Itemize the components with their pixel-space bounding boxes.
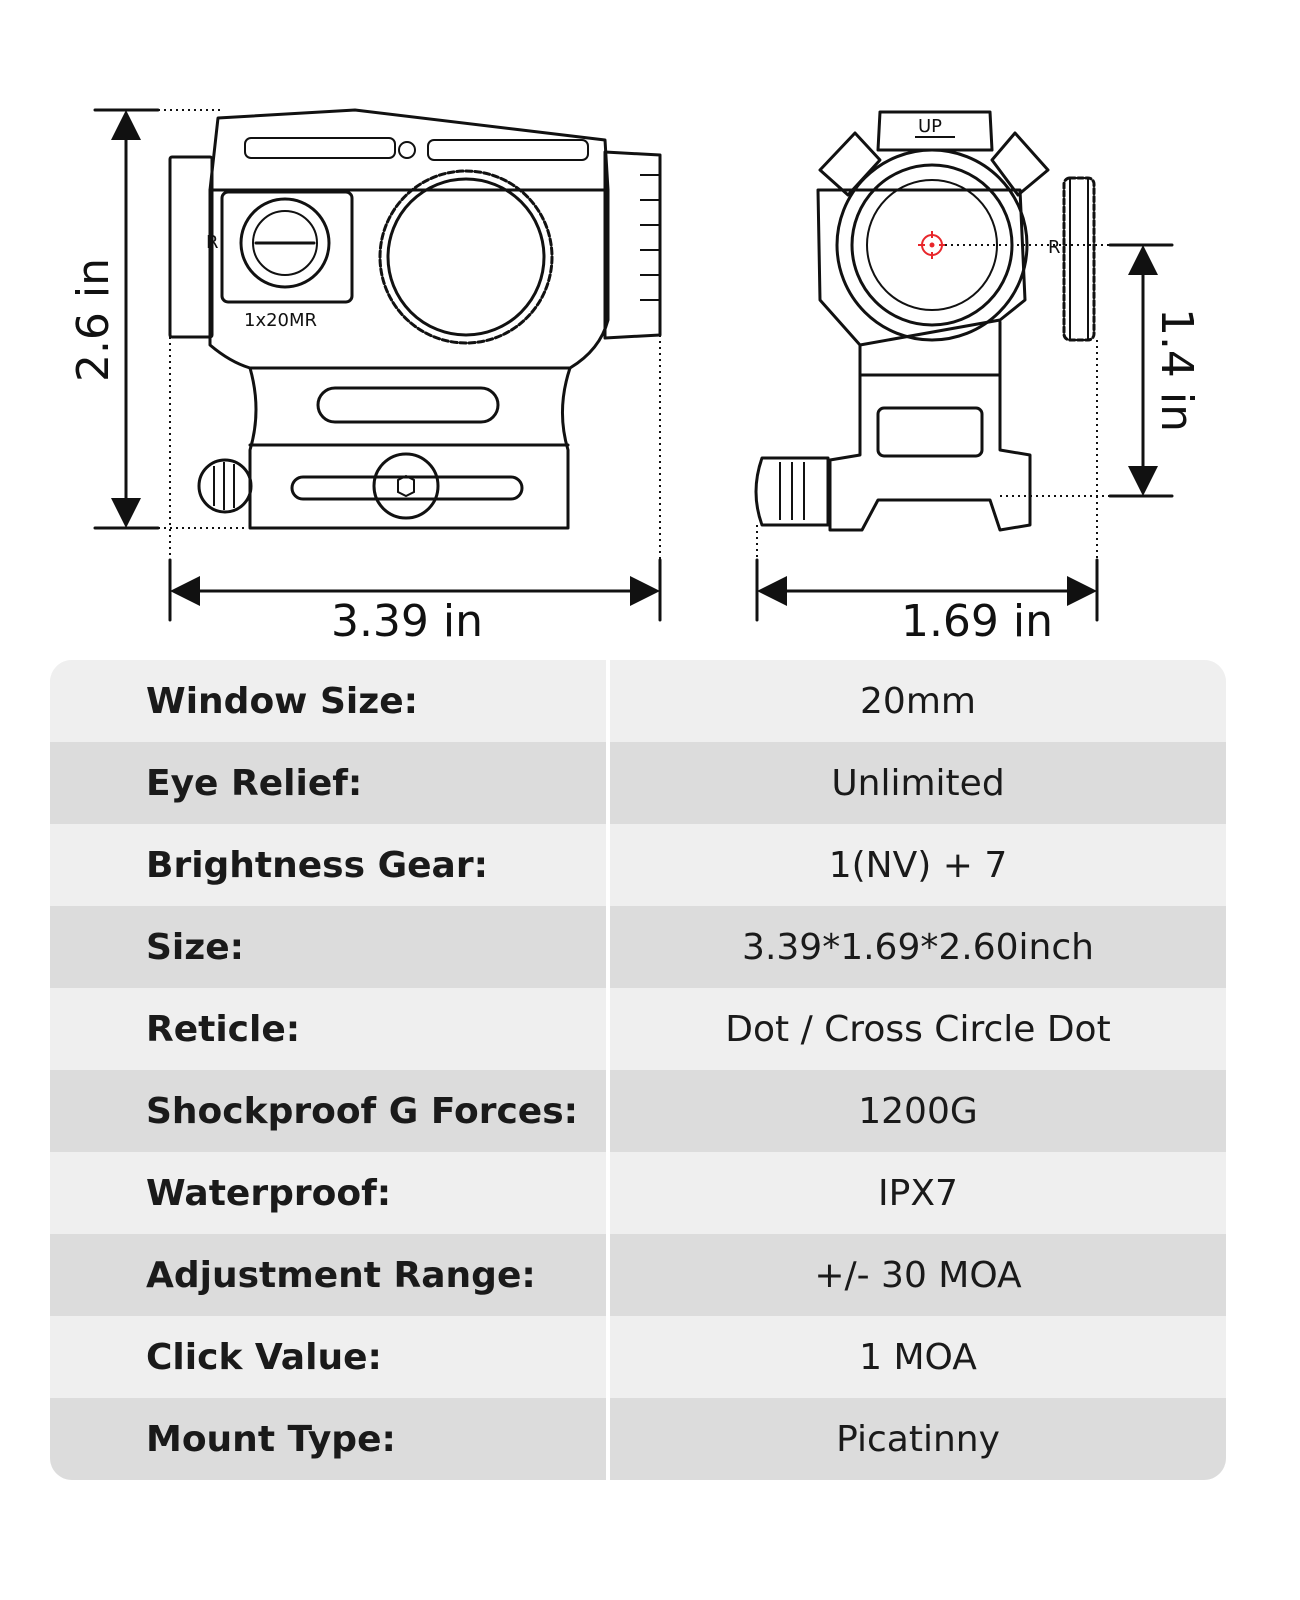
- spec-value: 1(NV) + 7: [828, 844, 1008, 886]
- width-dimension: [757, 340, 1097, 647]
- spec-label: Window Size:: [50, 660, 610, 742]
- optical-height-dimension: [945, 245, 1202, 496]
- spec-label: Waterproof:: [50, 1152, 610, 1234]
- spec-label: Adjustment Range:: [50, 1234, 610, 1316]
- spec-label: Click Value:: [50, 1316, 610, 1398]
- spec-label: Size:: [50, 906, 610, 988]
- spec-row-brightness-gear: [50, 824, 1226, 906]
- spec-row-waterproof: [50, 1152, 1226, 1234]
- spec-table: [50, 660, 1226, 1480]
- spec-row-eye-relief: [50, 742, 1226, 824]
- front-r-marking: R: [1048, 237, 1061, 258]
- up-marking: UP: [918, 116, 943, 137]
- spec-row-mount-type: [50, 1398, 1226, 1480]
- spec-row-click-value: [50, 1316, 1226, 1398]
- spec-value: 3.39*1.69*2.60inch: [742, 926, 1094, 968]
- height-label: 2.6 in: [68, 257, 119, 383]
- spec-label: Eye Relief:: [50, 742, 610, 824]
- spec-value: 20mm: [860, 680, 976, 722]
- dimension-diagram: [0, 0, 1300, 660]
- front-view-sight: [756, 112, 1094, 530]
- height-dimension: [68, 110, 245, 528]
- spec-value: 1 MOA: [859, 1336, 977, 1378]
- model-marking: 1x20MR: [244, 310, 318, 331]
- side-view-sight: [170, 110, 660, 528]
- spec-row-size: [50, 906, 1226, 988]
- length-label: 3.39 in: [330, 596, 484, 647]
- spec-row-reticle: [50, 988, 1226, 1070]
- spec-value: 1200G: [858, 1090, 978, 1132]
- reticle-icon: [918, 231, 946, 259]
- width-label: 1.69 in: [900, 596, 1054, 647]
- spec-label: Reticle:: [50, 988, 610, 1070]
- spec-row-window-size: [50, 660, 1226, 742]
- side-r-marking: R: [206, 232, 219, 253]
- spec-row-shockproof: [50, 1070, 1226, 1152]
- spec-label: Brightness Gear:: [50, 824, 610, 906]
- spec-label: Mount Type:: [50, 1398, 610, 1480]
- spec-row-adjustment-range: [50, 1234, 1226, 1316]
- optical-height-label: 1.4 in: [1151, 307, 1202, 433]
- spec-value: Unlimited: [831, 762, 1005, 804]
- spec-value: +/- 30 MOA: [814, 1254, 1022, 1296]
- spec-label: Shockproof G Forces:: [50, 1070, 610, 1152]
- spec-value: Picatinny: [836, 1418, 1000, 1460]
- spec-value: Dot / Cross Circle Dot: [725, 1008, 1111, 1050]
- spec-value: IPX7: [878, 1172, 958, 1214]
